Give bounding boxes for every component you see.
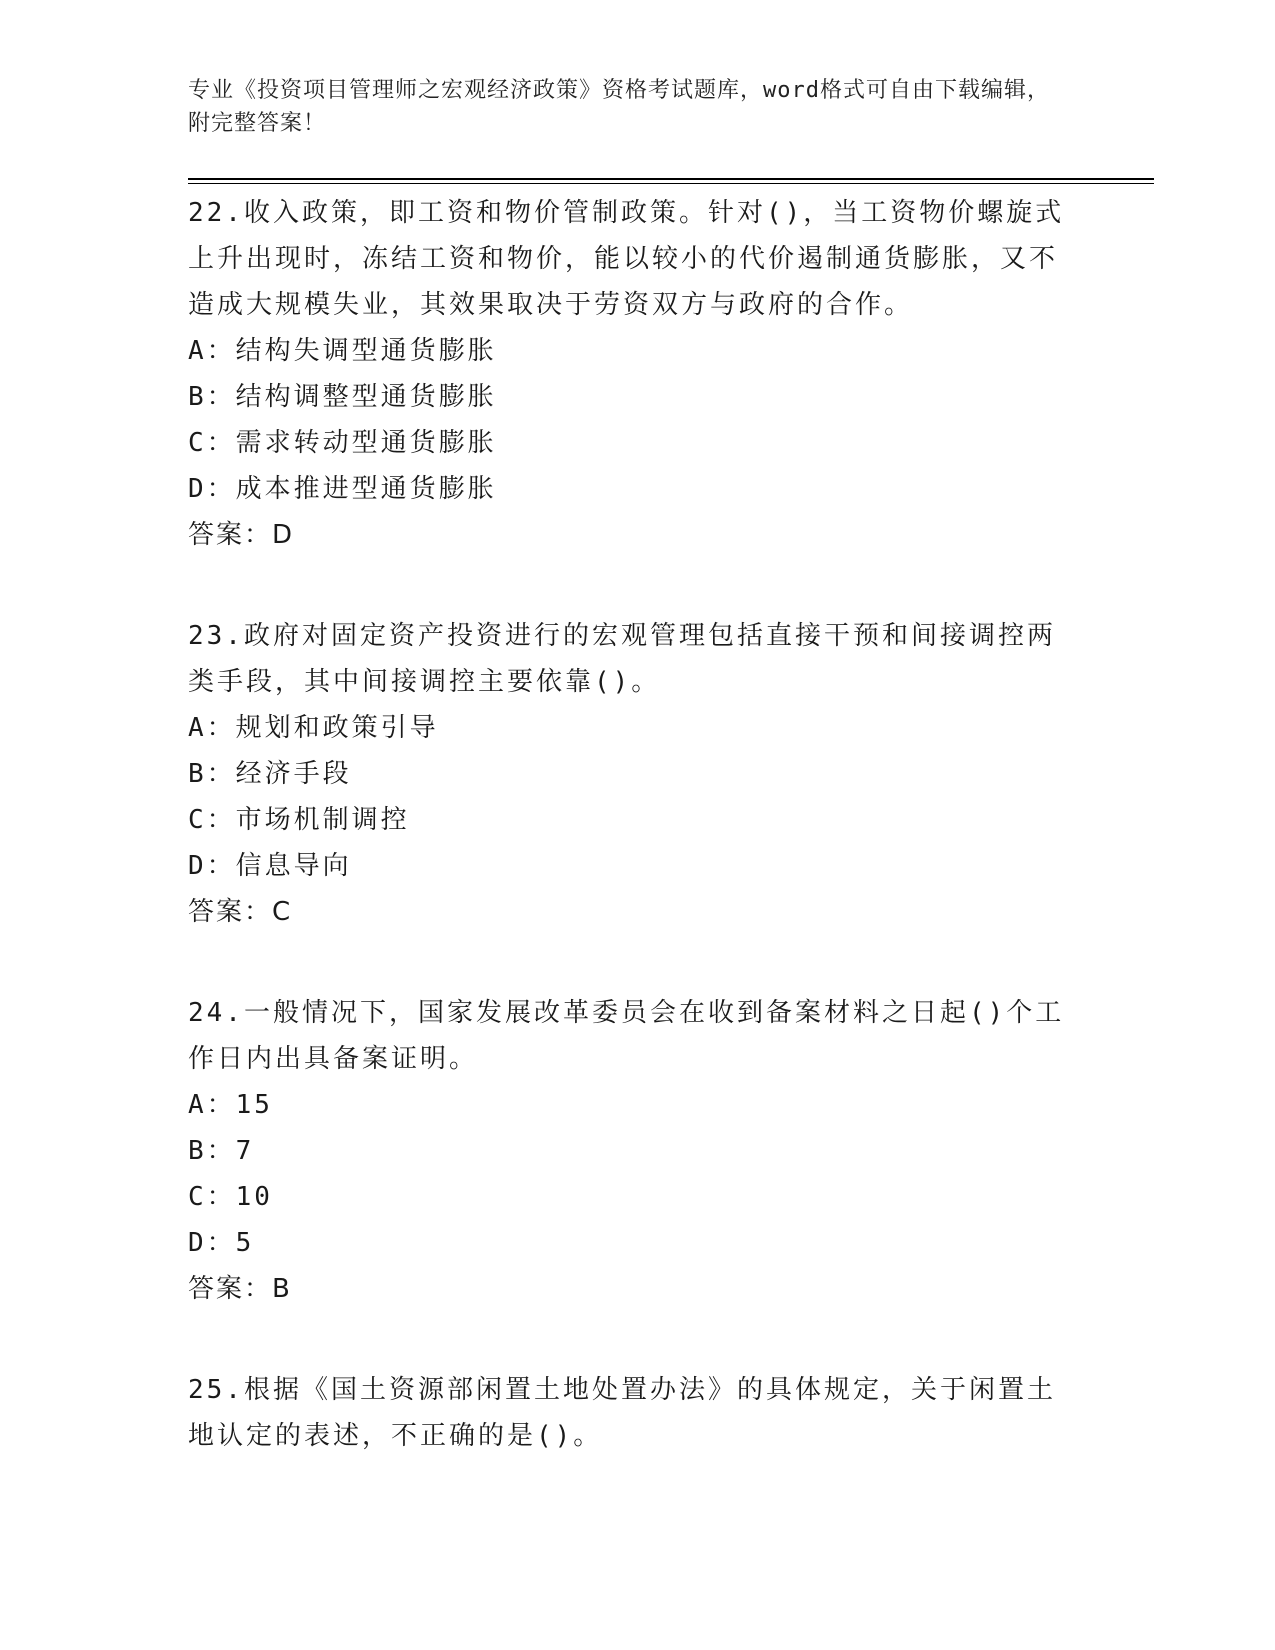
option-b: B：7 (188, 1136, 255, 1166)
question-text: 23.政府对固定资产投资进行的宏观管理包括直接干预和间接调控两类手段，其中间接调控主要依靠()。 (188, 621, 1056, 697)
question-text: 22.收入政策，即工资和物价管制政策。针对()，当工资物价螺旋式上升出现时，冻结工资和物价，能以较小的代价遏制通货膨胀，又不造成大规模失业，其效果取决于劳资双方与政府的合作。 (188, 198, 1065, 320)
question-list (188, 190, 1078, 1514)
option-a: A：15 (188, 1090, 273, 1120)
answer: 答案：B (188, 1274, 292, 1304)
answer: 答案：C (188, 897, 293, 927)
option-d: D：成本推进型通货膨胀 (188, 474, 497, 504)
question-text: 24.一般情况下，国家发展改革委员会在收到备案材料之日起()个工作日内出具备案证明。 (188, 998, 1065, 1074)
option-c: C：10 (188, 1182, 273, 1212)
document-header: 专业《投资项目管理师之宏观经济政策》资格考试题库，word格式可自由下载编辑，附完整答案！ (188, 78, 1050, 136)
option-c: C：市场机制调控 (188, 805, 410, 835)
option-b: B：经济手段 (188, 759, 352, 789)
option-d: D：信息导向 (188, 851, 352, 881)
option-b: B：结构调整型通货膨胀 (188, 382, 497, 412)
question-23 (188, 613, 1078, 935)
answer: 答案：D (188, 520, 295, 550)
question-25 (188, 1367, 1078, 1459)
option-a: A：结构失调型通货膨胀 (188, 336, 497, 366)
header-rule-thick (188, 178, 1154, 180)
question-22 (188, 190, 1078, 558)
option-d: D：5 (188, 1228, 255, 1258)
question-text: 25.根据《国土资源部闲置土地处置办法》的具体规定，关于闲置土地认定的表述，不正确的是()。 (188, 1375, 1056, 1451)
option-c: C：需求转动型通货膨胀 (188, 428, 497, 458)
question-24 (188, 990, 1078, 1312)
option-a: A：规划和政策引导 (188, 713, 439, 743)
header-rule-thin (188, 183, 1154, 184)
